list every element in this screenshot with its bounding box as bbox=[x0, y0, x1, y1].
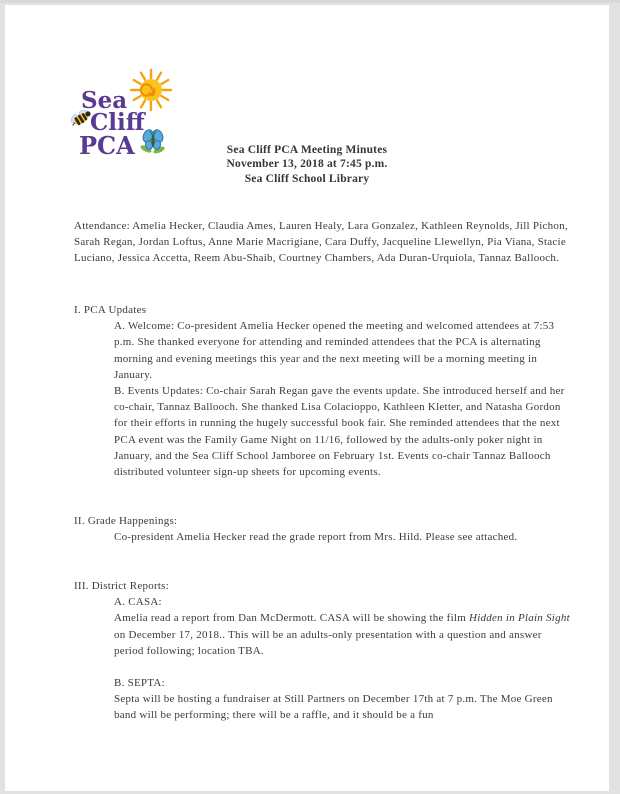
logo-word-pca: PCA bbox=[79, 131, 135, 160]
paragraph-spacer bbox=[114, 659, 574, 675]
septa-subheading: B. SEPTA: bbox=[114, 677, 165, 690]
meeting-datetime: November 13, 2018 at 7:45 p.m. bbox=[226, 158, 388, 171]
film-title-italic: Hidden in Plain Sight bbox=[469, 612, 570, 625]
pca-updates-body bbox=[114, 318, 574, 480]
section-grade-happenings bbox=[74, 513, 574, 545]
text-segment: on December 17, 2018.. This will be an adults-only presentation with a question and answer period following; location TBA. bbox=[114, 628, 542, 657]
grade-happenings-body bbox=[114, 529, 574, 545]
casa-paragraph bbox=[114, 610, 574, 659]
section-heading-district-reports: III. District Reports: bbox=[74, 580, 170, 592]
logo-word-sea: Sea bbox=[81, 87, 128, 114]
section-district-reports bbox=[74, 578, 574, 724]
sun-icon bbox=[131, 70, 171, 110]
section-pca-updates bbox=[74, 302, 574, 480]
logo-word-cliff: Cliff bbox=[90, 109, 145, 136]
casa-subheading: A. CASA: bbox=[114, 596, 162, 609]
text-segment: Amelia read a report from Dan McDermott. CASA will be showing the film bbox=[114, 612, 470, 625]
attendance-paragraph: Attendance: Amelia Hecker, Claudia Ames, Lauren Healy, Lara Gonzalez, Kathleen Reynolds, Jill Pichon, Sarah Regan, Jordan Loftus, Anne Marie Macrigiane, Cara Duffy, Jacqueline Llewellyn, Pia Viana, Stacie Luciano, Jessica Accetta, Reem Abu-Shaib, Courtney Chambers, Ada Duran-Urquiola, Tannaz Ballooch. bbox=[74, 220, 568, 265]
section-heading-grade-happenings: II. Grade Happenings: bbox=[74, 515, 178, 527]
district-reports-body bbox=[114, 594, 574, 723]
section-heading-pca-updates: I. PCA Updates bbox=[74, 304, 147, 316]
meeting-location: Sea Cliff School Library bbox=[244, 172, 370, 185]
welcome-paragraph: A. Welcome: Co-president Amelia Hecker opened the meeting and welcomed attendees at 7:53 p.m. She thanked everyone for attending and reminded attendees that the PCA is alternating morning and evening meetings this year and the next meeting will be a morning meeting in January. bbox=[114, 320, 555, 381]
meeting-title: Sea Cliff PCA Meeting Minutes bbox=[226, 144, 388, 156]
events-update-paragraph: B. Events Updates: Co-chair Sarah Regan gave the events update. She introduced herself and her co-chair, Tannaz Ballooch. She thanked Lisa Colacioppo, Kathleen Kletter, and Natasha Gordon for their efforts in running the hugely successful book fair. She reminded attendees that the next PCA event was the Family Game Night on 11/16, followed by the adults-only poker night in January, and the Sea Cliff School Jamboree on February 1st. Events co-chair Tannaz Ballooch distributed volunteer sign-up sheets for upcoming events. bbox=[114, 385, 565, 479]
septa-paragraph: Septa will be hosting a fundraiser at Still Partners on December 17th at 7 p.m. The Moe Green band will be performing; there will be a raffle, and it should be a fun bbox=[114, 693, 553, 722]
title-block bbox=[5, 143, 609, 186]
document-page bbox=[5, 5, 609, 791]
grade-report-paragraph: Co-president Amelia Hecker read the grade report from Mrs. Hild. Please see attached. bbox=[114, 531, 518, 544]
